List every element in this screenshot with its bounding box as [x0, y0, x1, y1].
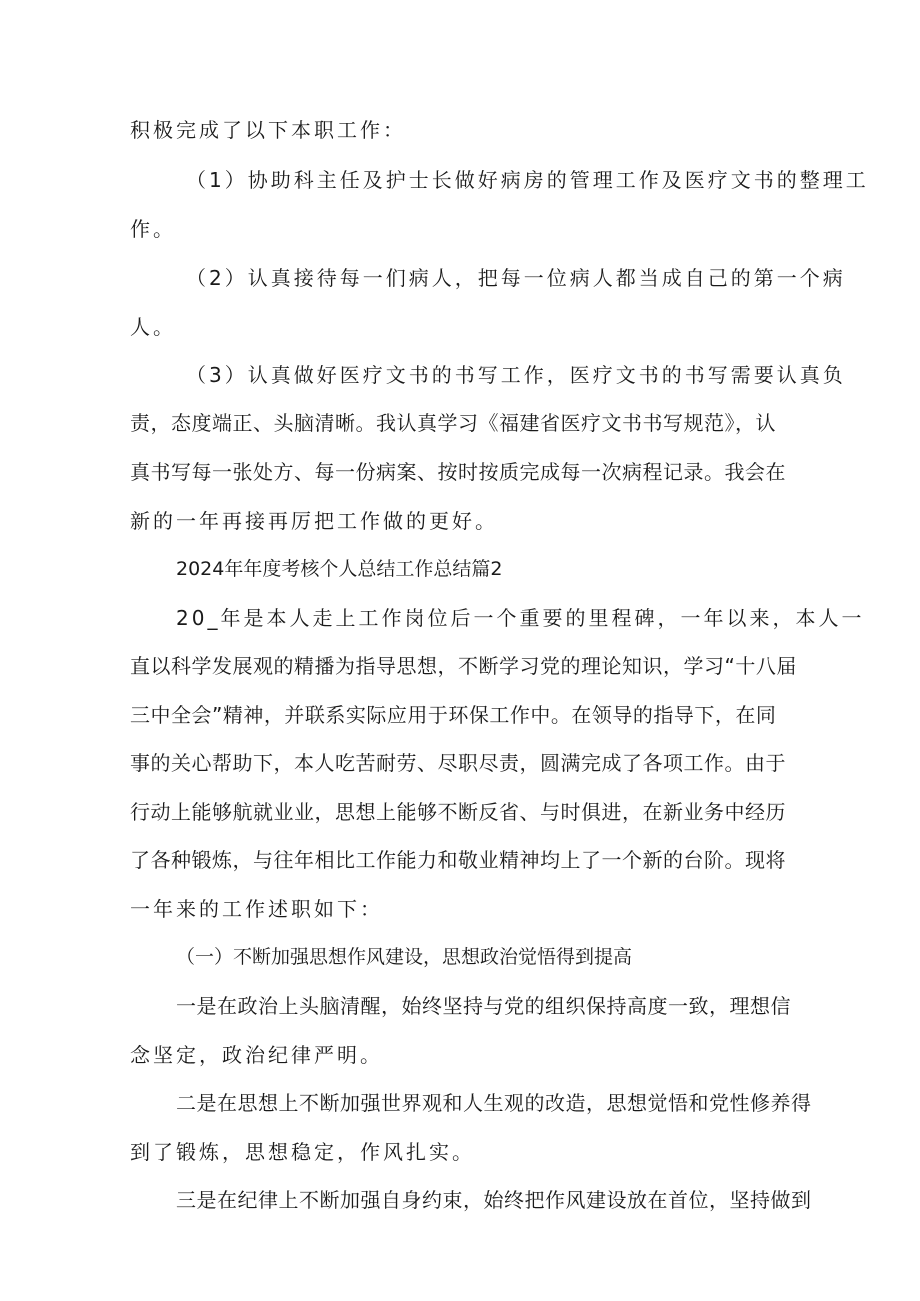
intro-line: 积极完成了以下本职工作： — [130, 118, 406, 142]
para1-line1: 20_年是本人走上工作岗位后一个重要的里程碑，一年以来，本人一 — [176, 606, 865, 630]
para1-line2: 直以科学发展观的精播为指导思想，不断学习党的理论知识，学习“十八届 — [130, 654, 797, 678]
point1-line2: 念坚定，政治纪律严明。 — [130, 1043, 383, 1067]
section-title: 2024年年度考核个人总结工作总结篇2 — [176, 558, 503, 580]
item3-line2: 责，态度端正、头脑清晰。我认真学习《福建省医疗文书书写规范》，认 — [130, 411, 776, 435]
sub-heading: （一）不断加强思想作风建设，思想政治觉悟得到提高 — [176, 946, 633, 968]
item2-line2: 人。 — [130, 315, 176, 339]
point2-line1: 二是在思想上不断加强世界观和人生观的改造，思想觉悟和党性修养得 — [176, 1091, 812, 1115]
para1-line5: 行动上能够航就业业，思想上能够不断反省、与时俱进，在新业务中经历 — [130, 800, 786, 824]
item2-line1: （2）认真接待每一们病人，把每一位病人都当成自己的第一个病 — [186, 266, 846, 290]
point3-line1: 三是在纪律上不断加强自身约束，始终把作风建设放在首位，坚持做到 — [176, 1188, 812, 1212]
item1-line1: （1）协助科主任及护士长做好病房的管理工作及医疗文书的整理工 — [186, 168, 869, 192]
para1-line6: 了各种锻炼，与往年相比工作能力和敬业精神均上了一个新的台阶。现将 — [130, 848, 786, 872]
item3-line1: （3）认真做好医疗文书的书写工作，医疗文书的书写需要认真负 — [186, 363, 846, 387]
para1-line7: 一年来的工作述职如下： — [130, 897, 383, 921]
item3-line3: 真书写每一张处方、每一份病案、按时按质完成每一次病程记录。我会在 — [130, 460, 786, 484]
point2-line2: 到了锻炼，思想稳定，作风扎实。 — [130, 1140, 475, 1164]
point1-line1: 一是在政治上头脑清醒，始终坚持与党的组织保持高度一致，理想信 — [176, 994, 791, 1018]
item3-line4: 新的一年再接再厉把工作做的更好。 — [130, 509, 498, 533]
item1-line2: 作。 — [130, 217, 176, 241]
para1-line3: 三中全会”精神，并联系实际应用于环保工作中。在领导的指导下，在同 — [130, 703, 777, 727]
para1-line4: 事的关心帮助下，本人吃苦耐劳、尽职尽责，圆满完成了各项工作。由于 — [130, 751, 786, 775]
